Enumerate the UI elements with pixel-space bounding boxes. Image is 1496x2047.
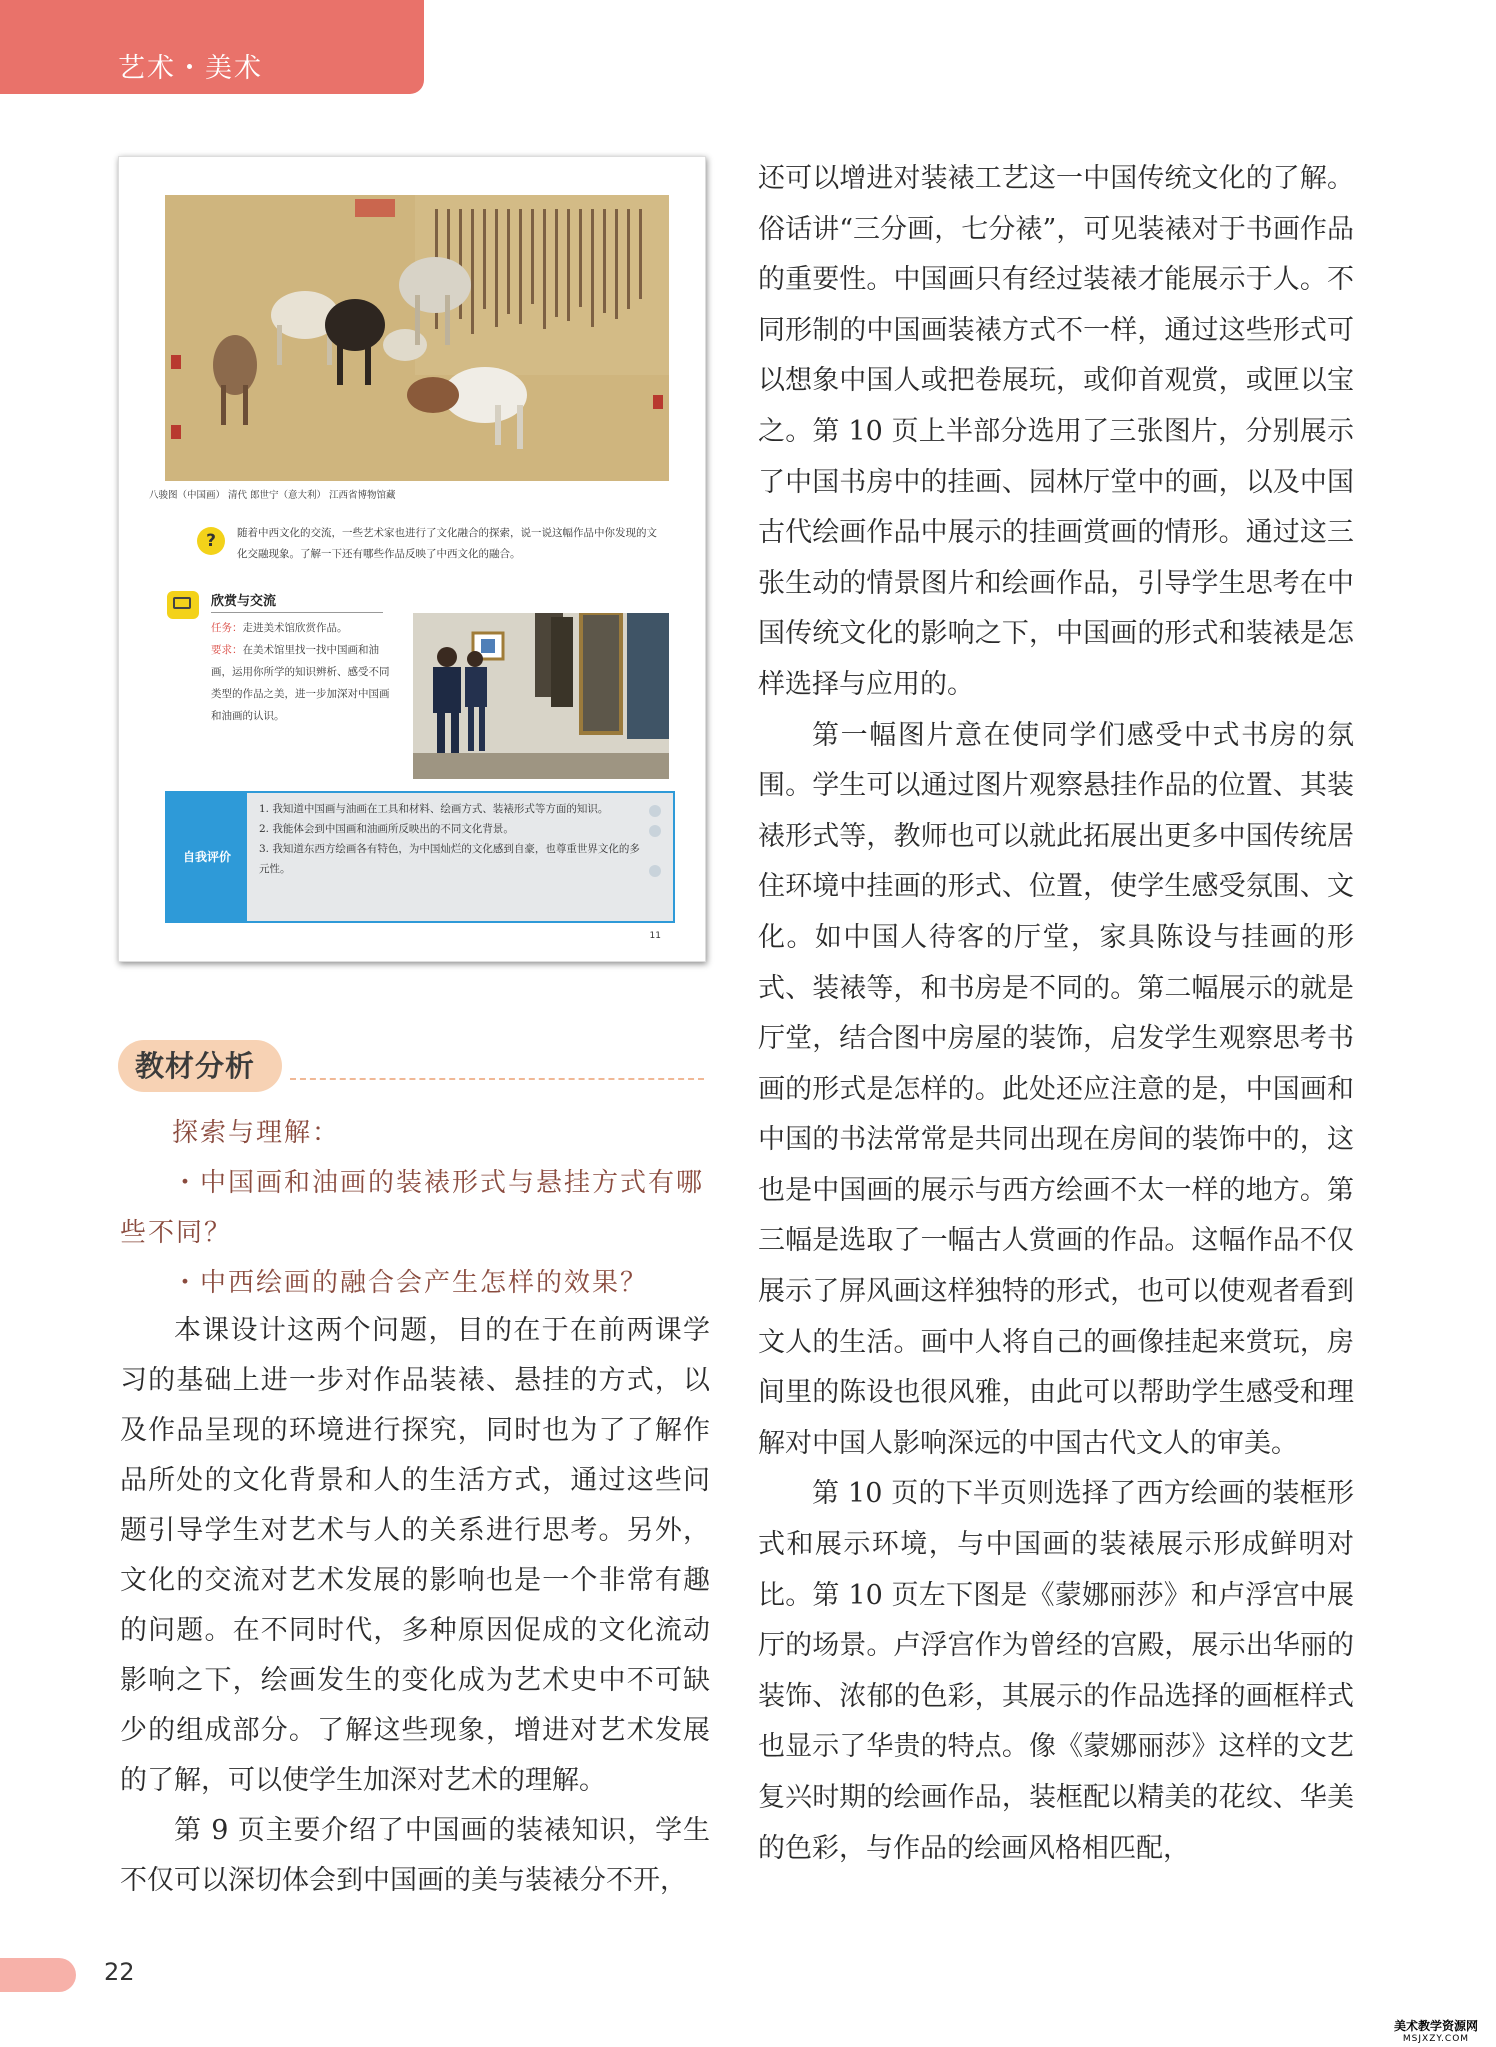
right-paragraph-1: 还可以增进对装裱工艺这一中国传统文化的了解。俗话讲“三分画，七分裱”，可见装裱对于书画作品的重要性。中国画只有经过装裱才能展示于人。不同形制的中国画装裱方式不一样，通过这些形式可以想象中国人或把卷展玩，或仰首观赏，或匣以宝之。第 10 页上半部分选用了三张图片，分别展示了中国书房中的挂画、园林厅堂中的画，以及中国古代绘画作品中展示的挂画赏画的情形。通过这三张生动的情景图片和绘画作品，引导学生思考在中国传统文化的影响之下，中国画的形式和装裱是怎样选择与应用的。 xyxy=(758,163,1354,700)
section-dashed-rule xyxy=(290,1078,704,1080)
discussion-icon xyxy=(167,591,199,619)
page-number: 22 xyxy=(104,1958,135,1986)
site-watermark xyxy=(1382,2017,1490,2044)
left-paragraph-1: 本课设计这两个问题，目的在于在前两课学习的基础上进一步对作品装裱、悬挂的方式，以及作品呈现的环境进行探究，同时也为了了解作品所处的文化背景和人的生活方式，通过这些问题引导学生对艺术与人的关系进行思考。另外，文化的交流对艺术发展的影响也是一个非常有趣的问题。在不同时代，多种原因促成的文化流动影响之下，绘画发生的变化成为艺术史中不可缺少的组成部分。了解这些现象，增进对艺术发展的了解，可以使学生加深对艺术的理解。 xyxy=(120,1315,710,1796)
eight-horses-painting xyxy=(165,195,669,481)
self-evaluation-item: 3. 我知道东西方绘画各有特色，为中国灿烂的文化感到自豪，也尊重世界文化的多元性。 xyxy=(259,839,661,879)
textbook-page-image xyxy=(118,156,706,962)
share-divider xyxy=(211,612,383,613)
requirement-label: 要求： xyxy=(211,644,243,656)
explore-heading: 探索与理解： xyxy=(172,1118,341,1148)
self-evaluation-list xyxy=(247,793,673,921)
question-2: ・中西绘画的融合会产生怎样的效果？ xyxy=(172,1268,649,1298)
share-section-body xyxy=(211,617,391,727)
right-paragraph-2: 第一幅图片意在使同学们感受中式书房的氛围。学生可以通过图片观察悬挂作品的位置、其装裱形式等，教师也可以就此拓展出更多中国传统居住环境中挂画的形式、位置，使学生感受氛围、文化。如中国人待客的厅堂，家具陈设与挂画的形式、装裱等，和书房是不同的。第二幅展示的就是厅堂，结合图中房屋的装饰，启发学生观察思考书画的形式是怎样的。此处还应注意的是，中国画和中国的书法常常是共同出现在房间的装饰中的，这也是中国画的展示与西方绘画不太一样的地方。第三幅是选取了一幅古人赏画的作品。这幅作品不仅展示了屏风画这样独特的形式，也可以使观者看到文人的生活。画中人将自己的画像挂起来赏玩，房间里的陈设也很风雅，由此可以帮助学生感受和理解对中国人影响深远的中国古代文人的审美。 xyxy=(758,719,1354,1459)
self-evaluation-item: 1. 我知道中国画与油画在工具和材料、绘画方式、装裱形式等方面的知识。 xyxy=(259,799,661,819)
question-1: ・中国画和油画的装裱形式与悬挂方式有哪些不同？ xyxy=(120,1168,705,1248)
painting-illustration xyxy=(165,195,669,481)
museum-photo xyxy=(413,613,669,779)
right-column xyxy=(758,154,1354,1874)
check-circle-icon xyxy=(649,865,661,877)
watermark-line-2: MSJXZY.COM xyxy=(1402,2034,1470,2044)
task-label: 任务： xyxy=(211,622,243,634)
task-text: 走进美术馆欣赏作品。 xyxy=(242,622,348,634)
share-section-title: 欣赏与交流 xyxy=(211,594,277,609)
check-circle-icon xyxy=(649,805,661,817)
inset-page-number: 11 xyxy=(649,931,661,941)
self-evaluation-item: 2. 我能体会到中国画和油画所反映出的不同文化背景。 xyxy=(259,819,661,839)
watermark-line-1: 美术教学资源网 xyxy=(1393,2019,1478,2033)
right-paragraph-3: 第 10 页的下半页则选择了西方绘画的装框形式和展示环境，与中国画的装裱展示形成鲜明对比。第 10 页左下图是《蒙娜丽莎》和卢浮宫中展厅的场景。卢浮宫作为曾经的宫殿，展示出华丽的装饰、浓郁的色彩，其展示的作品选择的画框样式也显示了华贵的特点。像《蒙娜丽莎》这样的文艺复兴时期的绘画作品，装框配以精美的花纹、华美的色彩，与作品的绘画风格相匹配， xyxy=(758,1478,1354,1864)
header-label: 艺术・美术 xyxy=(118,53,263,84)
header-tab xyxy=(0,0,424,94)
painting-caption: 八骏图（中国画） 清代 郎世宁（意大利） 江西省博物馆藏 xyxy=(149,490,396,501)
left-paragraph-2: 第 9 页主要介绍了中国画的装裱知识，学生不仅可以深切体会到中国画的美与装裱分不开， xyxy=(120,1815,710,1896)
requirement-text: 在美术馆里找一找中国画和油画，运用你所学的知识辨析、感受不同类型的作品之美，进一步加深对中国画和油画的认识。 xyxy=(211,644,390,722)
self-evaluation-box xyxy=(165,791,675,923)
page-number-tab xyxy=(0,1958,76,1992)
museum-photo-illustration xyxy=(413,613,669,779)
left-column xyxy=(120,1306,710,1906)
question-icon: ? xyxy=(197,527,225,555)
question-prompt: 随着中西文化的交流，一些艺术家也进行了文化融合的探索，说一说这幅作品中你发现的文化交融现象。了解一下还有哪些作品反映了中西文化的融合。 xyxy=(237,527,657,560)
section-title: 教材分析 xyxy=(135,1049,256,1083)
self-evaluation-label: 自我评价 xyxy=(167,793,247,921)
check-circle-icon xyxy=(649,825,661,837)
